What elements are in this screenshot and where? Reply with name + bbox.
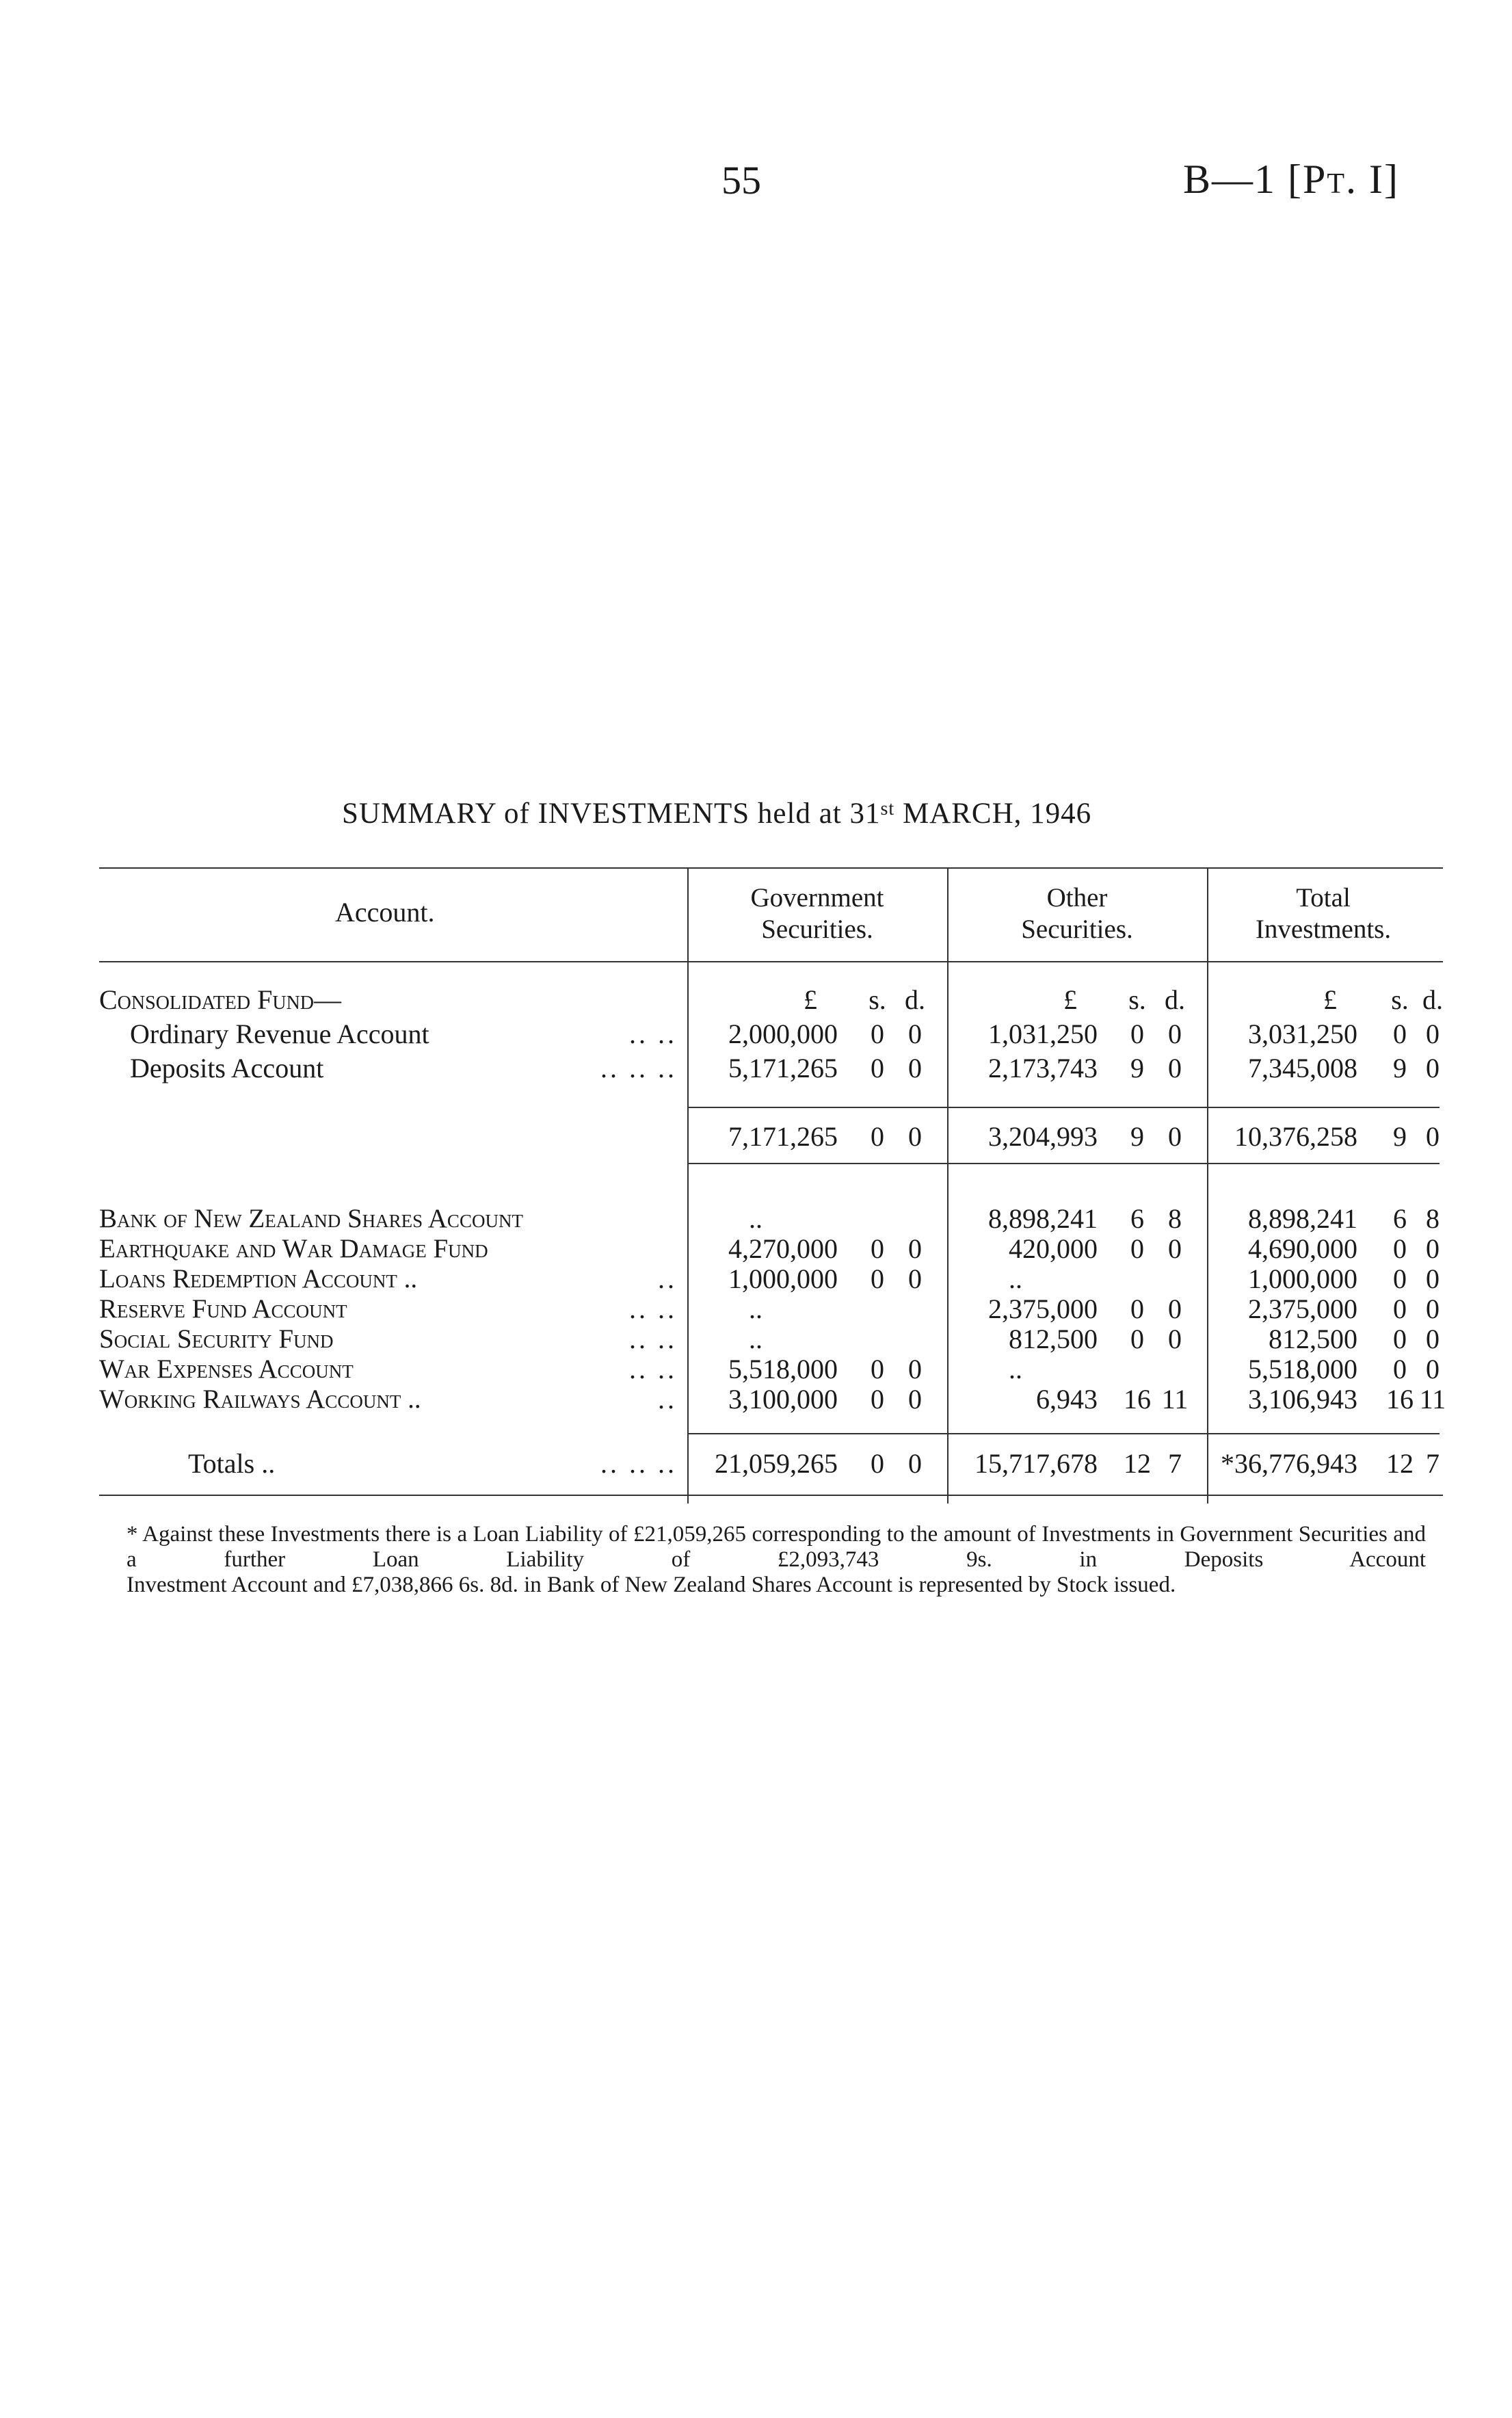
unit-pence-total: d.	[1422, 984, 1443, 1015]
amount-pence: 0	[908, 1233, 922, 1264]
amount-shillings: 9	[1130, 1121, 1144, 1152]
amount-shillings: 0	[871, 1448, 884, 1479]
page-number: 55	[721, 158, 761, 202]
amount-shillings: 0	[1130, 1019, 1144, 1049]
amount-pounds: 1,031,250	[988, 1019, 1098, 1049]
empty-marker: ..	[749, 1324, 762, 1354]
header-account: Account.	[335, 897, 435, 928]
rule-header-bottom	[99, 961, 1443, 962]
amount-pounds: 5,518,000	[1248, 1354, 1357, 1384]
row-label: Ordinary Revenue Account	[130, 1019, 429, 1049]
amount-pounds: *36,776,943	[1221, 1448, 1357, 1479]
rule-top	[99, 867, 1443, 869]
row-leader-dots: ..	[658, 1384, 677, 1415]
amount-pence: 0	[1168, 1121, 1182, 1152]
header-government-line1: Government	[750, 883, 884, 912]
title-suffix: MARCH, 1946	[894, 798, 1092, 830]
amount-pounds: 4,690,000	[1248, 1233, 1357, 1264]
amount-pounds: 3,204,993	[988, 1121, 1098, 1152]
amount-shillings: 0	[1130, 1233, 1144, 1264]
amount-pence: 8	[1426, 1203, 1440, 1234]
amount-pounds: 21,059,265	[715, 1448, 838, 1479]
row-label: Working Railways Account ..	[99, 1384, 421, 1414]
row-label: Reserve Fund Account	[99, 1294, 347, 1324]
amount-pounds: 1,000,000	[728, 1263, 838, 1294]
amount-pence: 11	[1161, 1384, 1189, 1415]
amount-pounds: 8,898,241	[988, 1203, 1098, 1234]
amount-pounds: 8,898,241	[1248, 1203, 1357, 1234]
amount-pounds: 2,173,743	[988, 1053, 1098, 1083]
amount-shillings: 0	[871, 1233, 884, 1264]
amount-pence: 0	[1426, 1354, 1440, 1384]
amount-pounds: 2,000,000	[728, 1019, 838, 1049]
totals-label: Totals ..	[188, 1448, 276, 1479]
amount-pounds: 3,106,943	[1248, 1384, 1357, 1415]
amount-shillings: 16	[1124, 1384, 1151, 1415]
footnote-line-2: Investments in Government Securities and a further Loan Liability of £2,093,743 9s. in Deposits Account	[127, 1522, 1427, 1572]
section-heading-consolidated-fund: Consolidated Fund—	[99, 984, 342, 1015]
amount-pounds: 3,100,000	[728, 1384, 838, 1415]
amount-pounds: 3,031,250	[1248, 1019, 1357, 1049]
amount-pence: 0	[1426, 1019, 1440, 1049]
amount-pence: 8	[1168, 1203, 1182, 1234]
amount-shillings: 0	[1130, 1293, 1144, 1324]
header-other-line1: Other	[1046, 883, 1108, 912]
part-reference: B—1 [Pt. I]	[1183, 157, 1399, 202]
amount-pence: 0	[908, 1354, 922, 1384]
amount-shillings: 12	[1386, 1448, 1414, 1479]
empty-marker: ..	[1009, 1354, 1022, 1384]
rule-subtotal-top	[687, 1107, 1440, 1108]
amount-pence: 7	[1426, 1448, 1440, 1479]
row-label: Earthquake and War Damage Fund	[99, 1234, 488, 1263]
amount-pence: 0	[908, 1384, 922, 1415]
header-other-line2: Securities.	[1021, 915, 1133, 944]
row-leader-dots: .. ..	[629, 1293, 677, 1324]
amount-pence: 0	[908, 1448, 922, 1479]
amount-pounds: 1,000,000	[1248, 1263, 1357, 1294]
amount-shillings: 12	[1124, 1448, 1151, 1479]
amount-shillings: 0	[1393, 1019, 1407, 1049]
amount-shillings: 0	[1393, 1263, 1407, 1294]
totals-leader-dots: .. .. ..	[600, 1448, 677, 1479]
amount-pence: 0	[1426, 1121, 1440, 1152]
header-total-line2: Investments.	[1255, 915, 1392, 944]
header-total-line1: Total	[1296, 883, 1351, 912]
amount-pounds: 2,375,000	[988, 1293, 1098, 1324]
amount-pence: 0	[1168, 1053, 1182, 1083]
empty-marker: ..	[1009, 1263, 1022, 1294]
amount-pence: 0	[1426, 1324, 1440, 1354]
row-leader-dots: ..	[658, 1263, 677, 1294]
row-label: Bank of New Zealand Shares Account	[99, 1204, 523, 1233]
footnote	[127, 1522, 1426, 1598]
amount-pounds: 7,345,008	[1248, 1053, 1357, 1083]
amount-shillings: 0	[871, 1384, 884, 1415]
row-label: Deposits Account	[130, 1053, 324, 1083]
amount-shillings: 0	[871, 1263, 884, 1294]
amount-pounds: 5,518,000	[728, 1354, 838, 1384]
amount-shillings: 0	[1393, 1233, 1407, 1264]
amount-shillings: 0	[871, 1121, 884, 1152]
title-ordinal: st	[880, 798, 895, 819]
amount-pounds: 15,717,678	[974, 1448, 1098, 1479]
amount-pence: 0	[1168, 1324, 1182, 1354]
amount-shillings: 9	[1130, 1053, 1144, 1083]
amount-pounds: 420,000	[1009, 1233, 1098, 1264]
row-label: War Expenses Account	[99, 1354, 354, 1384]
unit-shillings-other: s.	[1128, 984, 1146, 1015]
amount-shillings: 9	[1393, 1121, 1407, 1152]
amount-pounds: 6,943	[1036, 1384, 1098, 1415]
rule-totals-top	[687, 1433, 1440, 1434]
unit-shillings-total: s.	[1391, 984, 1409, 1015]
row-leader-dots: .. ..	[629, 1019, 677, 1049]
amount-pounds: 5,171,265	[728, 1053, 838, 1083]
table-title	[342, 797, 1091, 830]
empty-marker: ..	[749, 1203, 762, 1234]
footnote-line-1: * Against these Investments there is a Loan Liability of £21,059,265 corresponding to the amount of	[127, 1522, 1036, 1547]
footnote-line-3: Investment Account and £7,038,866 6s. 8d. in Bank of New Zealand Shares Account is represented by Stock issued.	[127, 1573, 1176, 1597]
amount-shillings: 6	[1130, 1203, 1144, 1234]
amount-pounds: 4,270,000	[728, 1233, 838, 1264]
amount-pence: 0	[1426, 1263, 1440, 1294]
amount-shillings: 9	[1393, 1053, 1407, 1083]
row-leader-dots: .. ..	[629, 1354, 677, 1384]
row-leader-dots: .. ..	[629, 1324, 677, 1354]
row-leader-dots: .. .. ..	[600, 1053, 677, 1083]
amount-pounds: 812,500	[1009, 1324, 1098, 1354]
row-label: Social Security Fund	[99, 1324, 334, 1354]
unit-pence-gov: d.	[905, 984, 925, 1015]
amount-shillings: 0	[1393, 1293, 1407, 1324]
amount-shillings: 0	[871, 1019, 884, 1049]
rule-subtotal-bottom	[687, 1163, 1440, 1164]
unit-shillings-gov: s.	[868, 984, 886, 1015]
empty-marker: ..	[749, 1293, 762, 1324]
amount-pence: 7	[1168, 1448, 1182, 1479]
amount-pounds: 7,171,265	[728, 1121, 838, 1152]
amount-shillings: 0	[871, 1053, 884, 1083]
amount-pence: 0	[908, 1263, 922, 1294]
amount-pence: 0	[1168, 1233, 1182, 1264]
amount-pence: 11	[1419, 1384, 1446, 1415]
amount-shillings: 0	[1130, 1324, 1144, 1354]
amount-pence: 0	[908, 1121, 922, 1152]
amount-pence: 0	[908, 1053, 922, 1083]
amount-pounds: 2,375,000	[1248, 1293, 1357, 1324]
amount-pounds: 10,376,258	[1234, 1121, 1357, 1152]
unit-pounds-other: £	[1063, 984, 1077, 1015]
unit-pounds-gov: £	[804, 984, 817, 1015]
unit-pence-other: d.	[1165, 984, 1185, 1015]
amount-pence: 0	[1168, 1293, 1182, 1324]
amount-pence: 0	[1426, 1053, 1440, 1083]
title-prefix: SUMMARY of INVESTMENTS held at 31	[342, 798, 881, 830]
amount-pence: 0	[1426, 1233, 1440, 1264]
amount-shillings: 0	[1393, 1354, 1407, 1384]
amount-pence: 0	[908, 1019, 922, 1049]
row-label: Loans Redemption Account ..	[99, 1264, 418, 1293]
amount-shillings: 0	[871, 1354, 884, 1384]
unit-pounds-total: £	[1323, 984, 1337, 1015]
amount-pence: 0	[1168, 1019, 1182, 1049]
amount-pence: 0	[1426, 1293, 1440, 1324]
amount-shillings: 16	[1386, 1384, 1414, 1415]
amount-shillings: 6	[1393, 1203, 1407, 1234]
header-government-line2: Securities.	[761, 915, 873, 944]
amount-shillings: 0	[1393, 1324, 1407, 1354]
amount-pounds: 812,500	[1269, 1324, 1357, 1354]
rule-bottom	[99, 1495, 1443, 1496]
